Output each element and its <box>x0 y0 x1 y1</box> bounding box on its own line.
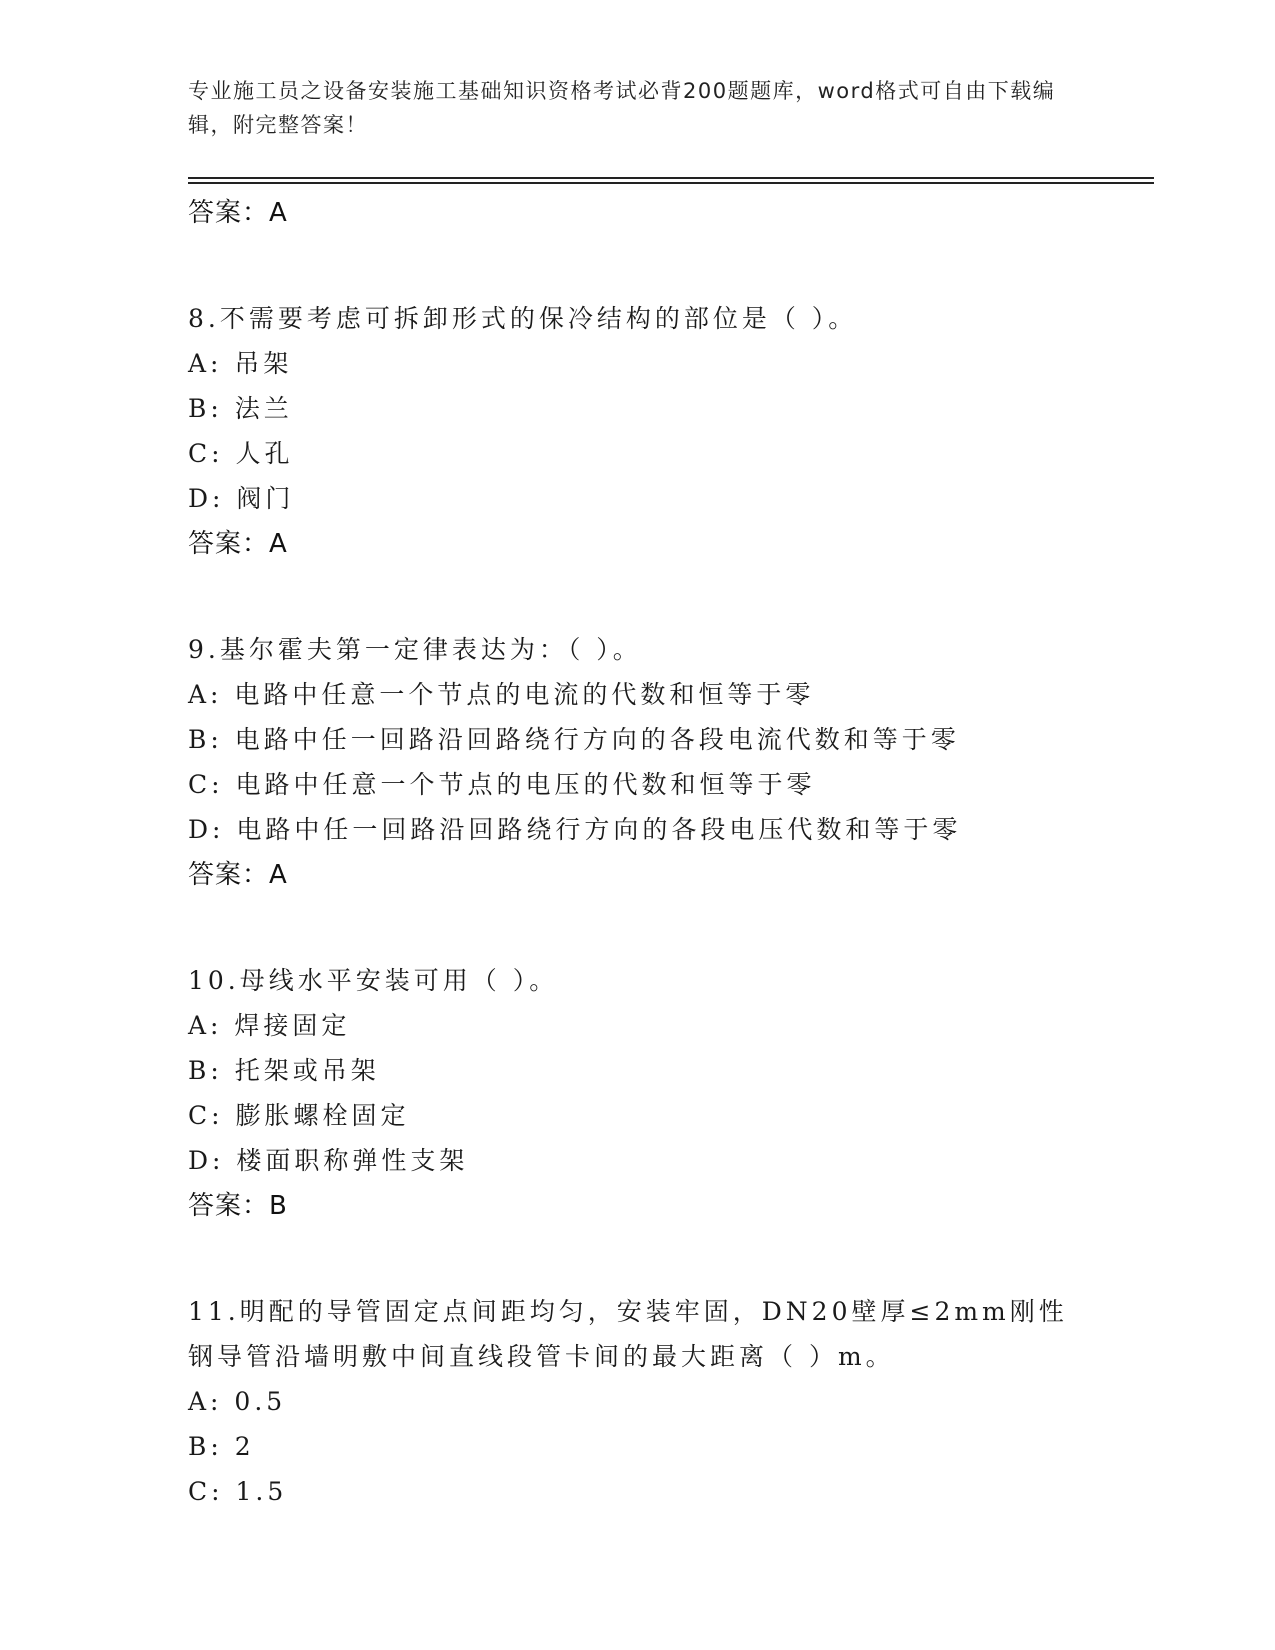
option-b: B: 2 <box>188 1432 255 1461</box>
option-b: B: 电路中任一回路沿回路绕行方向的各段电流代数和等于零 <box>188 725 960 754</box>
document-content <box>188 190 1088 1514</box>
question-item <box>188 296 1088 567</box>
question-text: 10.母线水平安装可用（ ）。 <box>188 966 559 995</box>
option-c: C: 膨胀螺栓固定 <box>188 1101 410 1130</box>
option-c: C: 1.5 <box>188 1477 288 1506</box>
spacer <box>188 236 1088 296</box>
option-b: B: 法兰 <box>188 394 293 423</box>
header-rule-bottom <box>188 182 1154 184</box>
answer-line: 答案：B <box>188 1191 288 1221</box>
header-rule-top <box>188 177 1154 179</box>
option-d: D: 楼面职称弹性支架 <box>188 1146 469 1175</box>
option-c: C: 电路中任意一个节点的电压的代数和恒等于零 <box>188 770 816 799</box>
question-text: 8.不需要考虑可拆卸形式的保冷结构的部位是（ ）。 <box>188 304 858 333</box>
option-b: B: 托架或吊架 <box>188 1056 380 1085</box>
answer-line: 答案：A <box>188 529 288 559</box>
option-d: D: 电路中任一回路沿回路绕行方向的各段电压代数和等于零 <box>188 815 962 844</box>
answer-line: 答案：A <box>188 198 288 228</box>
question-text: 11.明配的导管固定点间距均匀，安装牢固，DN20壁厚≤2mm刚性钢导管沿墙明敷中间直线段管卡间的最大距离（ ）m。 <box>188 1297 1068 1371</box>
option-a: A: 吊架 <box>188 349 293 378</box>
spacer <box>188 898 1088 958</box>
option-a: A: 焊接固定 <box>188 1011 351 1040</box>
question-item <box>188 627 1088 898</box>
spacer <box>188 1229 1088 1289</box>
document-header: 专业施工员之设备安装施工基础知识资格考试必背200题题库，word格式可自由下载编辑，附完整答案！ <box>188 79 1056 137</box>
option-a: A: 0.5 <box>188 1387 287 1416</box>
option-c: C: 人孔 <box>188 439 294 468</box>
question-text: 9.基尔霍夫第一定律表达为：（ ）。 <box>188 635 642 664</box>
spacer <box>188 567 1088 627</box>
answer-line: 答案：A <box>188 860 288 890</box>
question-item <box>188 958 1088 1229</box>
option-d: D: 阀门 <box>188 484 295 513</box>
question-item <box>188 1289 1088 1514</box>
option-a: A: 电路中任意一个节点的电流的代数和恒等于零 <box>188 680 815 709</box>
